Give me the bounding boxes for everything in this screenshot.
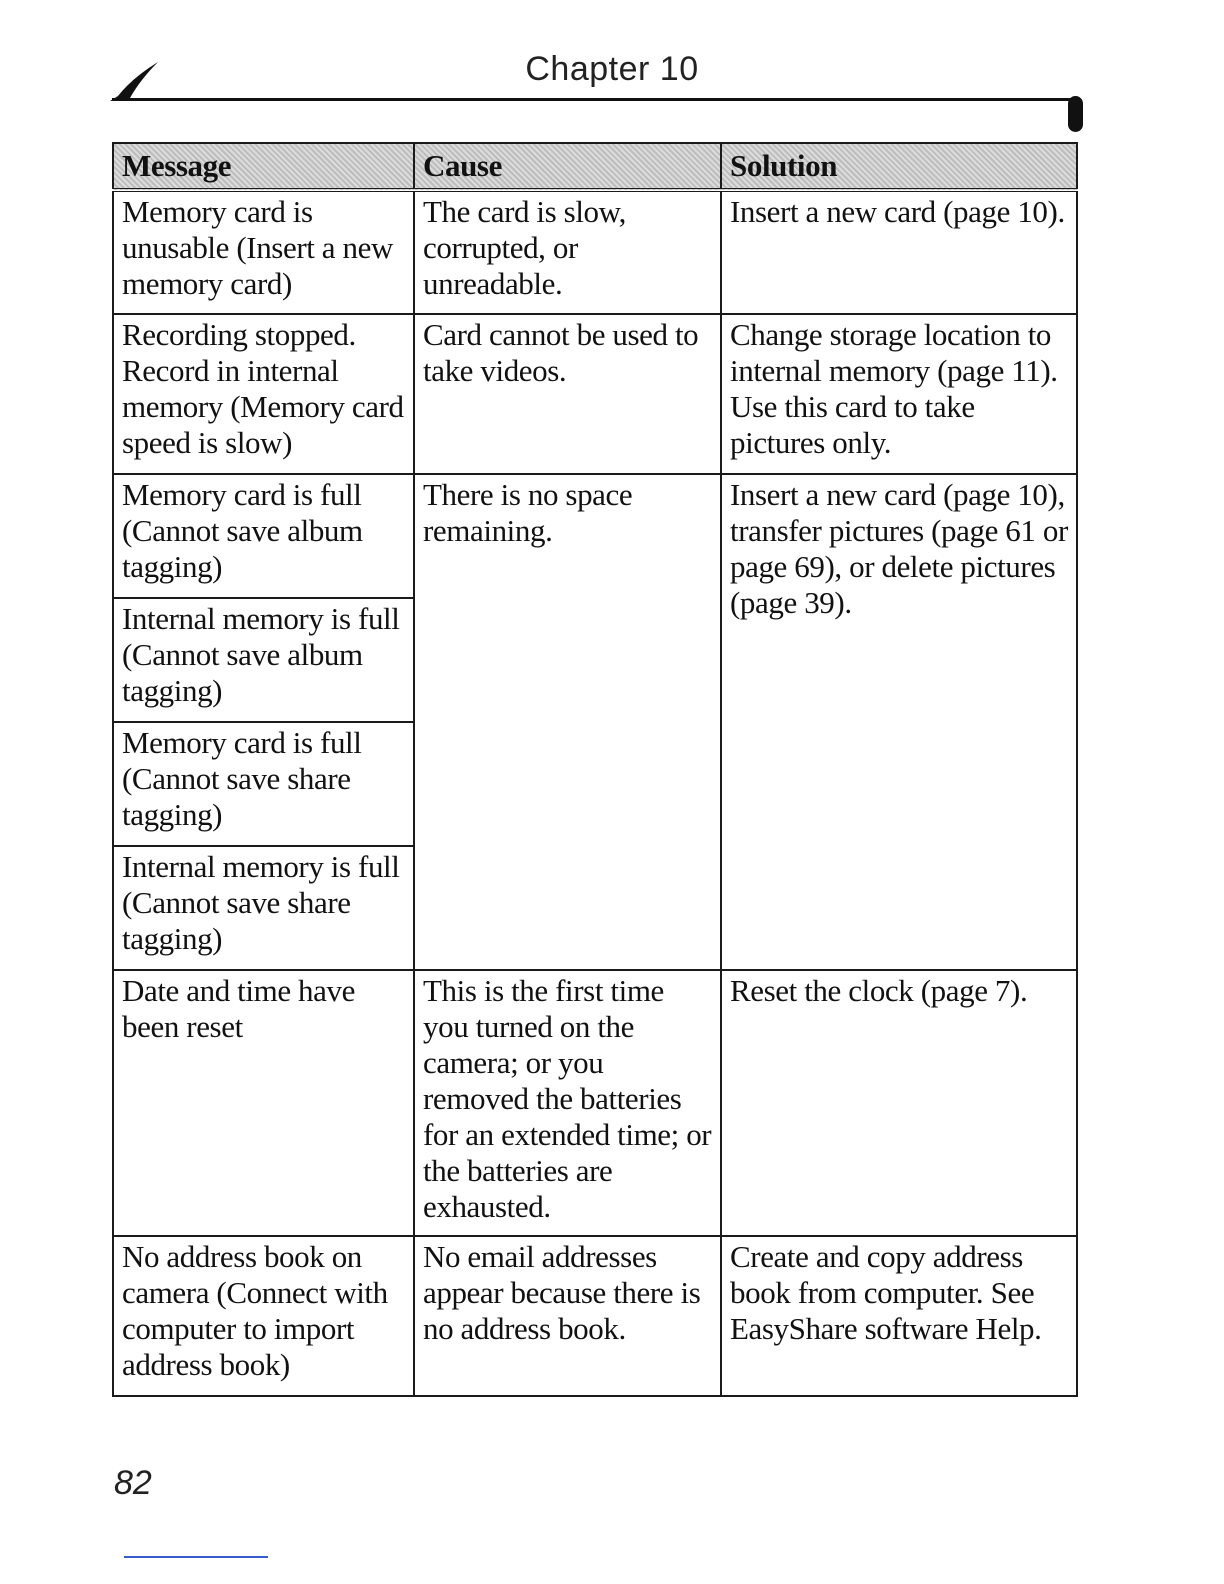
message-cell: Memory card is unusable (Insert a new memory card) [113, 190, 414, 314]
solution-cell: Reset the clock (page 7). [721, 970, 1077, 1236]
cause-cell: There is no space remaining. [414, 474, 721, 970]
column-header-solution: Solution [721, 143, 1077, 190]
table-header-row [113, 143, 1077, 190]
header-end-mark [1068, 96, 1083, 132]
cause-cell: Card cannot be used to take videos. [414, 314, 721, 474]
solution-cell: Change storage location to internal memory (page 11). Use this card to take pictures only. [721, 314, 1077, 474]
solution-cell: Insert a new card (page 10), transfer pictures (page 61 or page 69), or delete pictures (page 39). [721, 474, 1077, 970]
table-row [113, 474, 1077, 598]
cause-cell: No email addresses appear because there is no address book. [414, 1236, 721, 1396]
message-cell: Memory card is full (Cannot save album tagging) [113, 474, 414, 598]
chapter-title: Chapter 10 [525, 50, 699, 88]
cause-cell: The card is slow, corrupted, or unreadable. [414, 190, 721, 314]
table-row [113, 190, 1077, 314]
message-cell: Internal memory is full (Cannot save album tagging) [113, 598, 414, 722]
solution-cell: Insert a new card (page 10). [721, 190, 1077, 314]
cause-cell: This is the first time you turned on the camera; or you removed the batteries for an extended time; or the batteries are exhausted. [414, 970, 721, 1236]
header-rule [112, 98, 1076, 101]
solution-cell: Create and copy address book from computer. See EasyShare software Help. [721, 1236, 1077, 1396]
message-cell: Recording stopped. Record in internal memory (Memory card speed is slow) [113, 314, 414, 474]
table-row [113, 314, 1077, 474]
troubleshooting-table [112, 142, 1078, 1397]
message-cell: Date and time have been reset [113, 970, 414, 1236]
table-row [113, 1236, 1077, 1396]
message-cell: Internal memory is full (Cannot save share tagging) [113, 846, 414, 970]
column-header-cause: Cause [414, 143, 721, 190]
footer-link-rule [124, 1556, 268, 1558]
message-cell: Memory card is full (Cannot save share tagging) [113, 722, 414, 846]
message-cell: No address book on camera (Connect with computer to import address book) [113, 1236, 414, 1396]
column-header-message: Message [113, 143, 414, 190]
page-number: 82 [114, 1464, 152, 1502]
table-row [113, 970, 1077, 1236]
